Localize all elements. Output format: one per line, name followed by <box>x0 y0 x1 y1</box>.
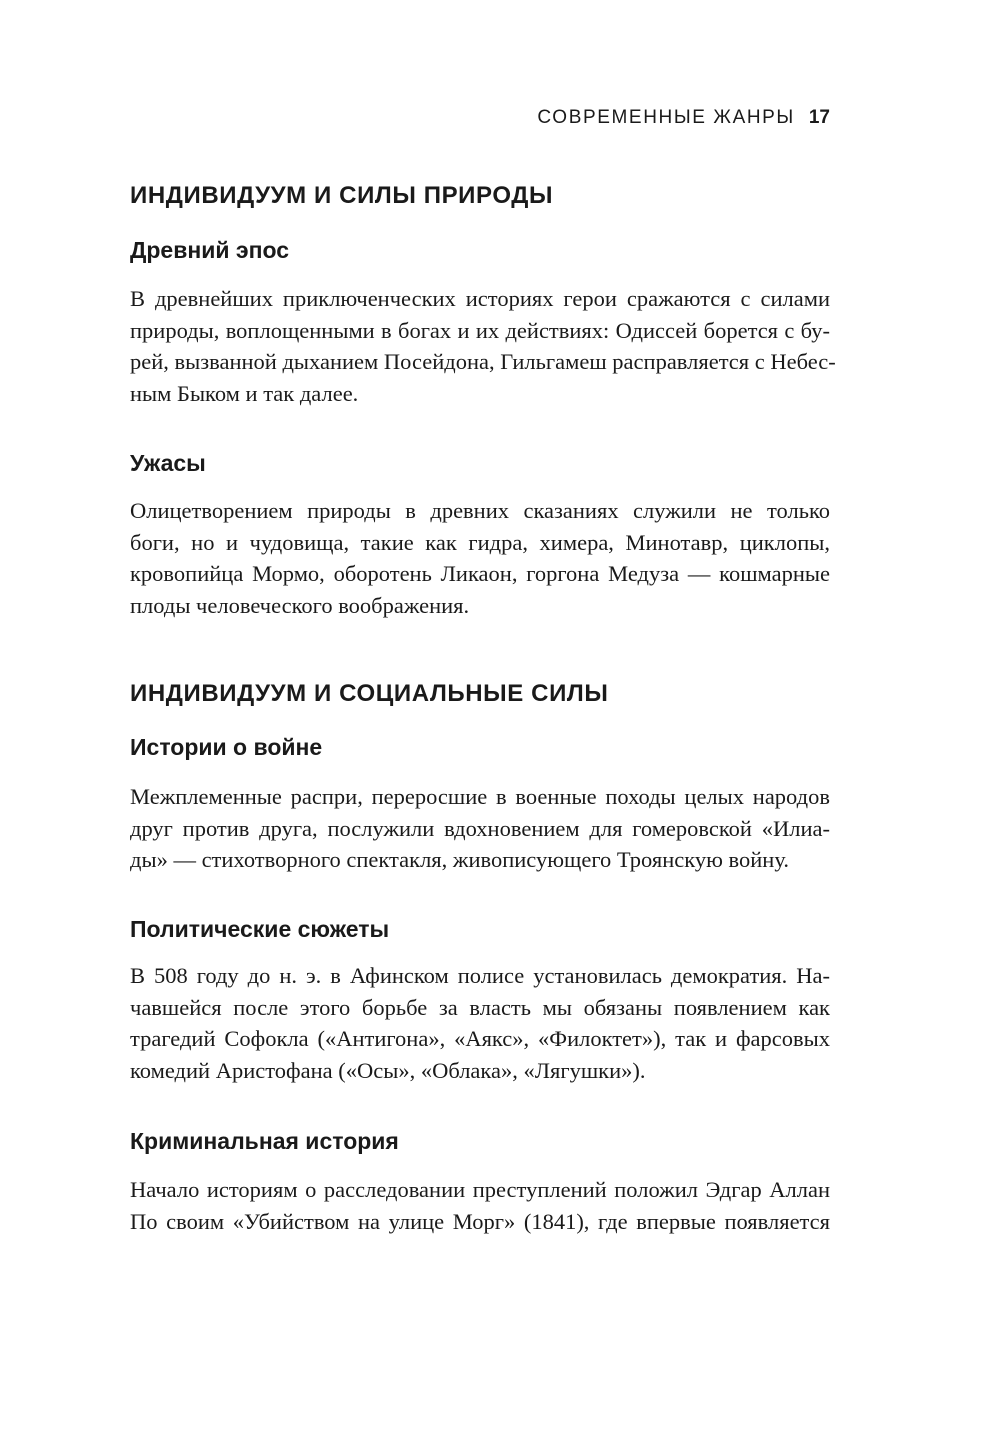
paragraph <box>130 960 830 1086</box>
text-line: боги, но и чудовища, такие как гидра, химера, Минотавр, циклопы, <box>130 529 830 555</box>
text-line: В древнейших приключенческих историях герои сражаются с силами <box>130 286 830 311</box>
text-line: комедий Аристофана («Осы», «Облака», «Лягушки»). <box>130 1057 646 1083</box>
text-line: ным Быком и так далее. <box>130 380 359 406</box>
subsection-heading: Криминальная история <box>130 1128 399 1154</box>
paragraph <box>130 495 830 621</box>
text-line: друг против друга, послужили вдохновением для гомеровской «Илиа- <box>130 815 830 841</box>
subsection-heading: Ужасы <box>130 450 206 476</box>
paragraph <box>130 283 836 409</box>
paragraph <box>130 1174 830 1237</box>
text-line: чавшейся после этого борьбе за власть мы обязаны появлением как <box>130 994 830 1020</box>
text-line: По своим «Убийством на улице Морг» (1841), где впервые появляется <box>130 1208 830 1234</box>
section-heading: ИНДИВИДУУМ И СИЛЫ ПРИРОДЫ <box>130 182 554 209</box>
text-line: ды» — стихотворного спектакля, живописующего Троянскую войну. <box>130 847 789 872</box>
paragraph <box>130 781 830 876</box>
subsection-heading: Истории о войне <box>130 734 323 760</box>
text-line: Олицетворением природы в древних сказаниях служили не только <box>130 498 830 523</box>
running-head <box>537 107 830 129</box>
text-line: плоды человеческого воображения. <box>130 592 470 618</box>
subsection-heading: Древний эпос <box>130 237 290 263</box>
text-line: рей, вызванной дыханием Посейдона, Гильгамеш расправляется с Небес- <box>130 349 836 374</box>
text-line: Межплеменные распри, переросшие в военные походы целых народов <box>130 784 830 809</box>
subsection-heading: Политические сюжеты <box>130 916 390 942</box>
text-line: В 508 году до н. э. в Афинском полисе установилась демократия. На- <box>130 963 830 988</box>
running-head-title: СОВРЕМЕННЫЕ ЖАНРЫ <box>537 107 795 128</box>
section-heading: ИНДИВИДУУМ И СОЦИАЛЬНЫЕ СИЛЫ <box>130 680 609 707</box>
text-line: природы, воплощенными в богах и их действиях: Одиссей борется с бу- <box>130 317 830 343</box>
text-line: трагедий Софокла («Антигона», «Аякс», «Филоктет»), так и фарсовых <box>130 1026 830 1051</box>
page-number: 17 <box>808 107 830 128</box>
text-line: кровопийца Мормо, оборотень Ликаон, горгона Медуза — кошмарные <box>130 561 830 586</box>
text-line: Начало историям о расследовании преступлений положил Эдгар Аллан <box>130 1177 830 1202</box>
